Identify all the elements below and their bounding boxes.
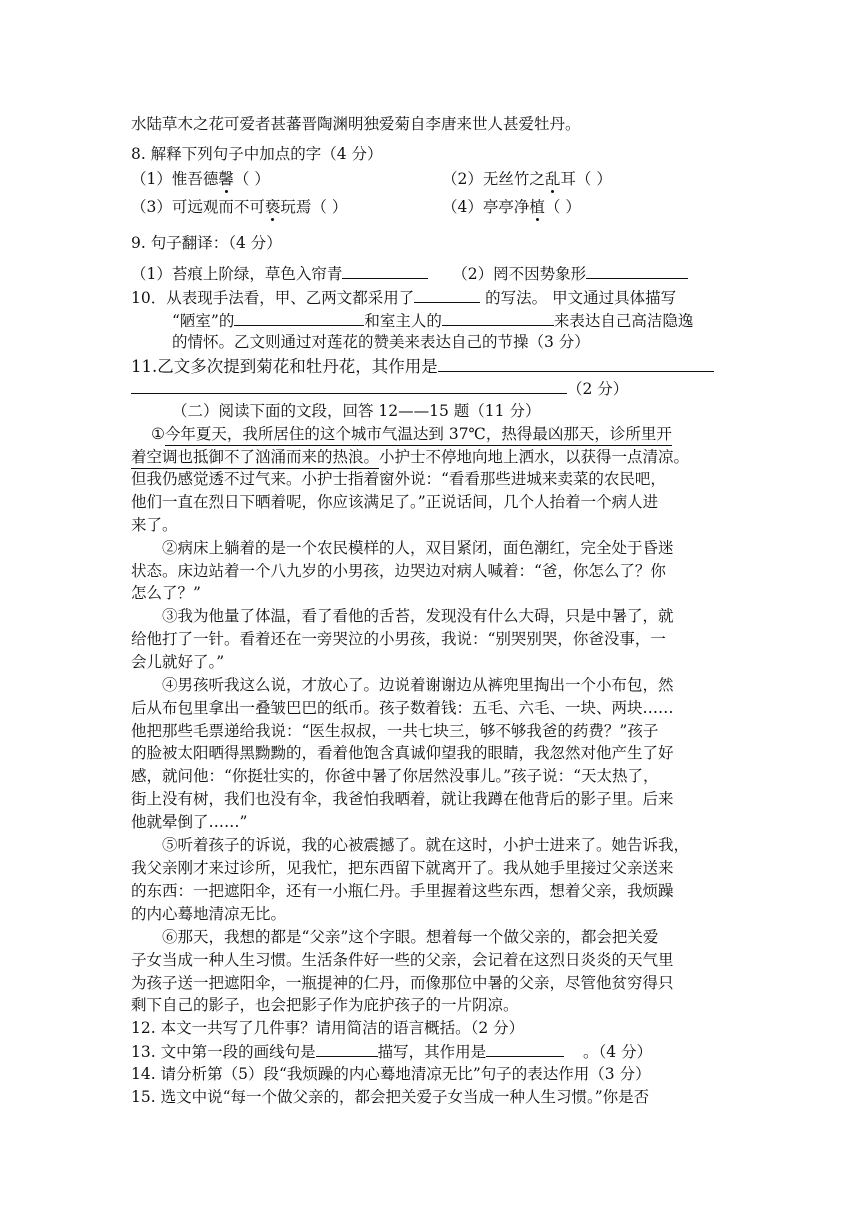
question-12: 12. 本文一共写了几件事？请用简洁的语言概括。（2 分） xyxy=(131,1019,525,1037)
question-11: 11.乙文多次提到菊花和牡丹花，其作用是 xyxy=(131,355,714,378)
answer-blank[interactable] xyxy=(486,1040,564,1057)
paragraph-line: 子女当成一种人生习惯。生活条件好一些的父亲，会记着在这烈日炎炎的天气里 xyxy=(131,951,674,969)
paragraph-line: 来了。 xyxy=(131,516,178,534)
paragraph-1: ①今年夏天，我所居住的这个城市气温达到 37℃，热得最凶那天，诊所里开 xyxy=(151,423,672,446)
paragraph-line: 剩下自己的影子，也会把影子作为庇护孩子的一片阴凉。 xyxy=(131,996,519,1014)
paragraph-line: 他们一直在烈日下晒着呢，你应该满足了。”正说话间，几个人抬着一个病人进 xyxy=(131,493,659,511)
emphasis-dot-char: 亵 xyxy=(264,198,281,216)
answer-blank[interactable] xyxy=(234,309,364,326)
answer-blank[interactable] xyxy=(316,1040,378,1057)
paragraph-2: ②病床上躺着的是一个农民模样的人，双目紧闭，面色潮红，完全处于昏迷 xyxy=(162,539,674,557)
underlined-sentence: 着空调也抵御不了汹涌而来的热浪。 xyxy=(131,446,379,469)
question-13: 13. 文中第一段的画线句是 描写，其作用是 。（4 分） xyxy=(131,1040,652,1063)
paragraph-line: 他就晕倒了……” xyxy=(131,813,248,831)
paragraph-line: 怎么了？” xyxy=(131,584,201,602)
paragraph-line: 的东西：一把遮阳伞，还有一小瓶仁丹。手里握着这些东西，想着父亲，我烦躁 xyxy=(131,882,674,900)
question-11-line2: （2 分） xyxy=(131,377,628,400)
emphasis-dot-char: 乱 xyxy=(544,170,561,188)
answer-blank[interactable] xyxy=(342,262,428,279)
question-9: 9. 句子翻译：（4 分） xyxy=(131,234,282,252)
paragraph-line: 给他打了一针。看着还在一旁哭泣的小男孩，我说：“别哭别哭，你爸没事，一 xyxy=(131,630,666,648)
question-8-2: （2）无丝竹之乱耳（ ） xyxy=(442,170,612,188)
underlined-sentence: 今年夏天，我所居住的这个城市气温达到 37℃ xyxy=(165,423,486,446)
emphasis-dot-char: 植 xyxy=(529,198,545,216)
paragraph-line: 他把那些毛票递给我说：“医生叔叔，一共七块三，够不够我爸的药费？”孩子 xyxy=(131,722,659,740)
paragraph-line: 的脸被太阳晒得黑黝黝的，看着他饱含真诚仰望我的眼睛，我忽然对他产生了好 xyxy=(131,744,674,762)
paragraph-line: 但我仍感觉透不过气来。小护士指着窗外说：“看看那些进城来卖菜的农民吧， xyxy=(131,470,666,488)
question-8-4: （4）亭亭净植（ ） xyxy=(442,198,581,216)
paragraph-line: 后从布包里拿出一叠皱巴巴的纸币。孩子数着钱：五毛、六毛、一块、两块…… xyxy=(131,699,674,717)
question-8: 8. 解释下列句子中加点的字（4 分） xyxy=(131,145,383,163)
paragraph-line: 街上没有树，我们也没有伞，我爸怕我晒着，就让我蹲在他背后的影子里。后来 xyxy=(131,790,674,808)
emphasis-dot-char: 馨 xyxy=(218,170,234,188)
paragraph-line: 为孩子送一把遮阳伞，一瓶提神的仁丹，而像那位中暑的父亲，尽管他贫穷得只 xyxy=(131,974,674,992)
question-10-line3: 的情怀。乙文则通过对莲花的赞美来表达自己的节操（3 分） xyxy=(172,333,590,351)
question-9-items: （1）苔痕上阶绿，草色入帘青 （2）罔不因势象形 xyxy=(131,262,688,285)
paragraph-line: 感，就问他：“你挺壮实的，你爸中暑了你居然没事儿。”孩子说：“天太热了， xyxy=(131,767,659,785)
answer-blank[interactable] xyxy=(438,355,714,372)
paragraph-6: ⑥那天，我想的都是“父亲”这个字眼。想着每一个做父亲的，都会把关爱 xyxy=(162,928,659,946)
section-2-heading: （二）阅读下面的文段，回答 12——15 题（11 分） xyxy=(172,402,541,420)
answer-blank[interactable] xyxy=(414,286,480,303)
answer-blank[interactable] xyxy=(586,262,688,279)
paragraph-line: 我父亲刚才来过诊所，见我忙，把东西留下就离开了。我从她手里接过父亲送来 xyxy=(131,859,674,877)
question-8-1: （1）惟吾德馨（ ） xyxy=(131,170,270,188)
question-15: 15. 选文中说“每一个做父亲的，都会把关爱子女当成一种人生习惯。”你是否 xyxy=(131,1088,650,1106)
question-10-line1: 10．从表现手法看，甲、乙两文都采用了 的写法。 甲文通过具体描写 xyxy=(131,286,676,309)
paragraph-line: 状态。床边站着一个八九岁的小男孩，边哭边对病人喊着：“爸，你怎么了？你 xyxy=(131,562,666,580)
question-14: 14. 请分析第（5）段“我烦躁的内心蓦地清凉无比”句子的表达作用（3 分） xyxy=(131,1065,651,1083)
paragraph-5: ⑤听着孩子的诉说，我的心被震撼了。就在这时，小护士进来了。她告诉我， xyxy=(162,836,690,854)
question-10-line2: “陋室”的 和室主人的 来表达自己高洁隐逸 xyxy=(172,309,693,332)
paragraph-3: ③我为他量了体温，看了看他的舌苔，发现没有什么大碍，只是中暑了，就 xyxy=(162,607,674,625)
answer-blank[interactable] xyxy=(442,309,554,326)
question-8-3: （3）可远观而不可亵玩焉（ ） xyxy=(131,198,348,216)
text-line: 水陆草木之花可爱者甚蕃晋陶渊明独爱菊自李唐来世人甚爱牡丹。 xyxy=(131,115,581,133)
paragraph-line: 会儿就好了。” xyxy=(131,653,225,671)
answer-blank[interactable] xyxy=(131,377,567,394)
paragraph-1-line2: 着空调也抵御不了汹涌而来的热浪。小护士不停地向地上洒水，以获得一点清凉。 xyxy=(131,446,689,469)
paragraph-4: ④男孩听我这么说，才放心了。边说着谢谢边从裤兜里掏出一个小布包，然 xyxy=(162,676,674,694)
paragraph-line: 的内心蓦地清凉无比。 xyxy=(131,905,287,923)
